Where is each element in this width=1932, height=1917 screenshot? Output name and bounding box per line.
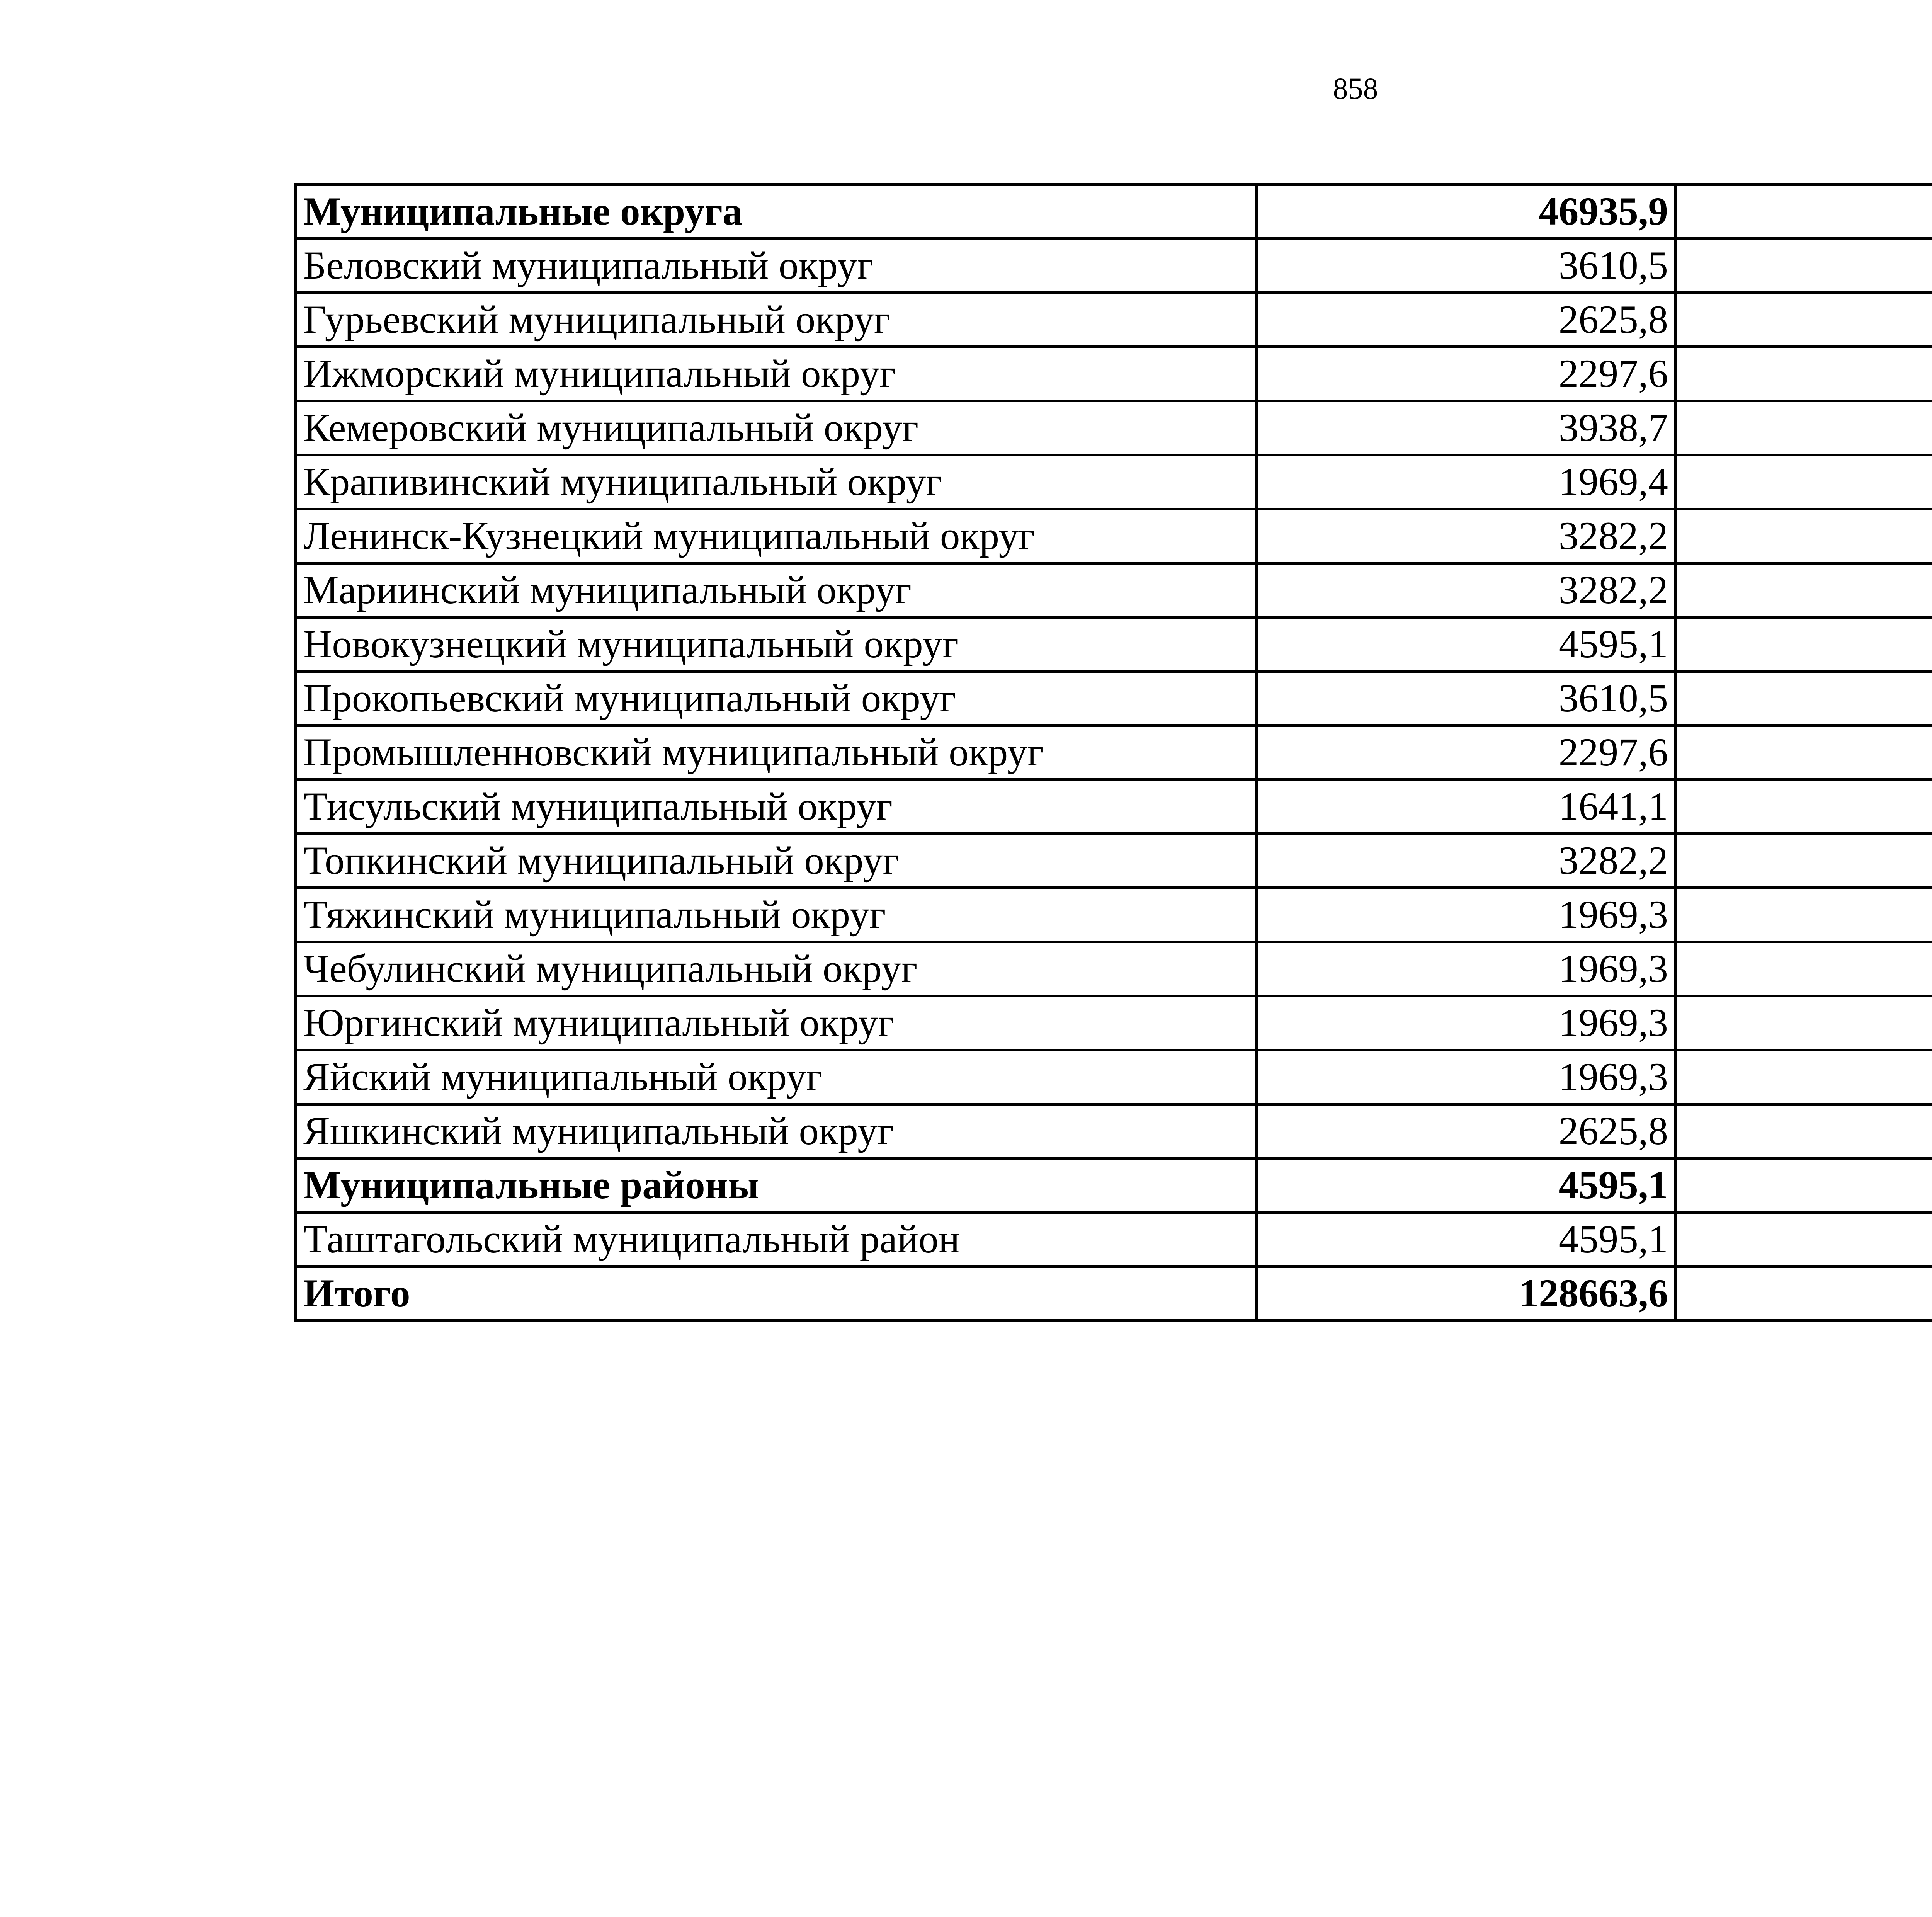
value-cell-2 (1676, 1050, 1932, 1104)
value-cell-1: 3938,7 (1257, 401, 1676, 455)
value-cell-2 (1676, 726, 1932, 780)
page-number: 858 (1333, 71, 1378, 105)
value-cell-2 (1676, 672, 1932, 726)
row-name-cell: Яшкинский муниципальный округ (296, 1104, 1257, 1158)
value-cell-1: 1969,3 (1257, 888, 1676, 942)
value-cell-2 (1676, 293, 1932, 347)
value-cell-1: 1641,1 (1257, 780, 1676, 834)
table-row (296, 888, 1932, 942)
table-row (296, 942, 1932, 996)
value-cell-2 (1676, 401, 1932, 455)
value-cell-1: 4595,1 (1257, 1213, 1676, 1267)
row-name-cell: Крапивинский муниципальный округ (296, 455, 1257, 509)
value-cell-1: 46935,9 (1257, 185, 1676, 239)
table-row (296, 780, 1932, 834)
table-body (296, 185, 1932, 1321)
value-cell-2 (1676, 1213, 1932, 1267)
value-cell-1: 3610,5 (1257, 239, 1676, 293)
value-cell-2 (1676, 780, 1932, 834)
row-name-cell: Топкинский муниципальный округ (296, 834, 1257, 888)
table-row (296, 239, 1932, 293)
table-row (296, 509, 1932, 563)
row-name-cell: Промышленновский муниципальный округ (296, 726, 1257, 780)
value-cell-1: 2297,6 (1257, 347, 1676, 401)
row-name-cell: Кемеровский муниципальный округ (296, 401, 1257, 455)
row-name-cell: Чебулинский муниципальный округ (296, 942, 1257, 996)
value-cell-2 (1676, 834, 1932, 888)
value-cell-1: 3282,2 (1257, 563, 1676, 617)
row-name-cell: Прокопьевский муниципальный округ (296, 672, 1257, 726)
row-name-cell: Таштагольский муниципальный район (296, 1213, 1257, 1267)
value-cell-2 (1676, 509, 1932, 563)
table-row (296, 401, 1932, 455)
value-cell-1: 1969,3 (1257, 996, 1676, 1050)
value-cell-1: 1969,4 (1257, 455, 1676, 509)
row-name-cell: Муниципальные округа (296, 185, 1257, 239)
value-cell-2 (1676, 1267, 1932, 1321)
row-name-cell: Муниципальные районы (296, 1158, 1257, 1213)
table-row (296, 726, 1932, 780)
value-cell-1: 3282,2 (1257, 509, 1676, 563)
value-cell-1: 2625,8 (1257, 1104, 1676, 1158)
row-name-cell: Ижморский муниципальный округ (296, 347, 1257, 401)
value-cell-2 (1676, 185, 1932, 239)
value-cell-1: 3610,5 (1257, 672, 1676, 726)
table-row (296, 1050, 1932, 1104)
row-name-cell: Новокузнецкий муниципальный округ (296, 617, 1257, 672)
row-name-cell: Тисульский муниципальный округ (296, 780, 1257, 834)
table-row-subtotal (296, 185, 1932, 239)
table-row (296, 834, 1932, 888)
value-cell-1: 1969,3 (1257, 942, 1676, 996)
value-cell-2 (1676, 942, 1932, 996)
table-row-subtotal (296, 1267, 1932, 1321)
value-cell-2 (1676, 1104, 1932, 1158)
row-name-cell: Яйский муниципальный округ (296, 1050, 1257, 1104)
table-row (296, 347, 1932, 401)
row-name-cell: Итого (296, 1267, 1257, 1321)
value-cell-2 (1676, 996, 1932, 1050)
value-cell-1: 3282,2 (1257, 834, 1676, 888)
row-name-cell: Мариинский муниципальный округ (296, 563, 1257, 617)
table-row (296, 455, 1932, 509)
value-cell-1: 128663,6 (1257, 1267, 1676, 1321)
row-name-cell: Ленинск-Кузнецкий муниципальный округ (296, 509, 1257, 563)
table-row (296, 672, 1932, 726)
value-cell-2 (1676, 455, 1932, 509)
value-cell-1: 2297,6 (1257, 726, 1676, 780)
value-cell-1: 4595,1 (1257, 1158, 1676, 1213)
value-cell-2 (1676, 888, 1932, 942)
table-row (296, 1104, 1932, 1158)
row-name-cell: Гурьевский муниципальный округ (296, 293, 1257, 347)
data-table (294, 183, 1932, 1322)
row-name-cell: Юргинский муниципальный округ (296, 996, 1257, 1050)
value-cell-1: 1969,3 (1257, 1050, 1676, 1104)
value-cell-1: 4595,1 (1257, 617, 1676, 672)
value-cell-2 (1676, 239, 1932, 293)
row-name-cell: Тяжинский муниципальный округ (296, 888, 1257, 942)
table-row (296, 563, 1932, 617)
table-row (296, 996, 1932, 1050)
value-cell-2 (1676, 563, 1932, 617)
table-row (296, 617, 1932, 672)
value-cell-1: 2625,8 (1257, 293, 1676, 347)
value-cell-2 (1676, 1158, 1932, 1213)
table-row (296, 293, 1932, 347)
value-cell-2 (1676, 347, 1932, 401)
value-cell-2 (1676, 617, 1932, 672)
table-row (296, 1213, 1932, 1267)
table-row-subtotal (296, 1158, 1932, 1213)
row-name-cell: Беловский муниципальный округ (296, 239, 1257, 293)
